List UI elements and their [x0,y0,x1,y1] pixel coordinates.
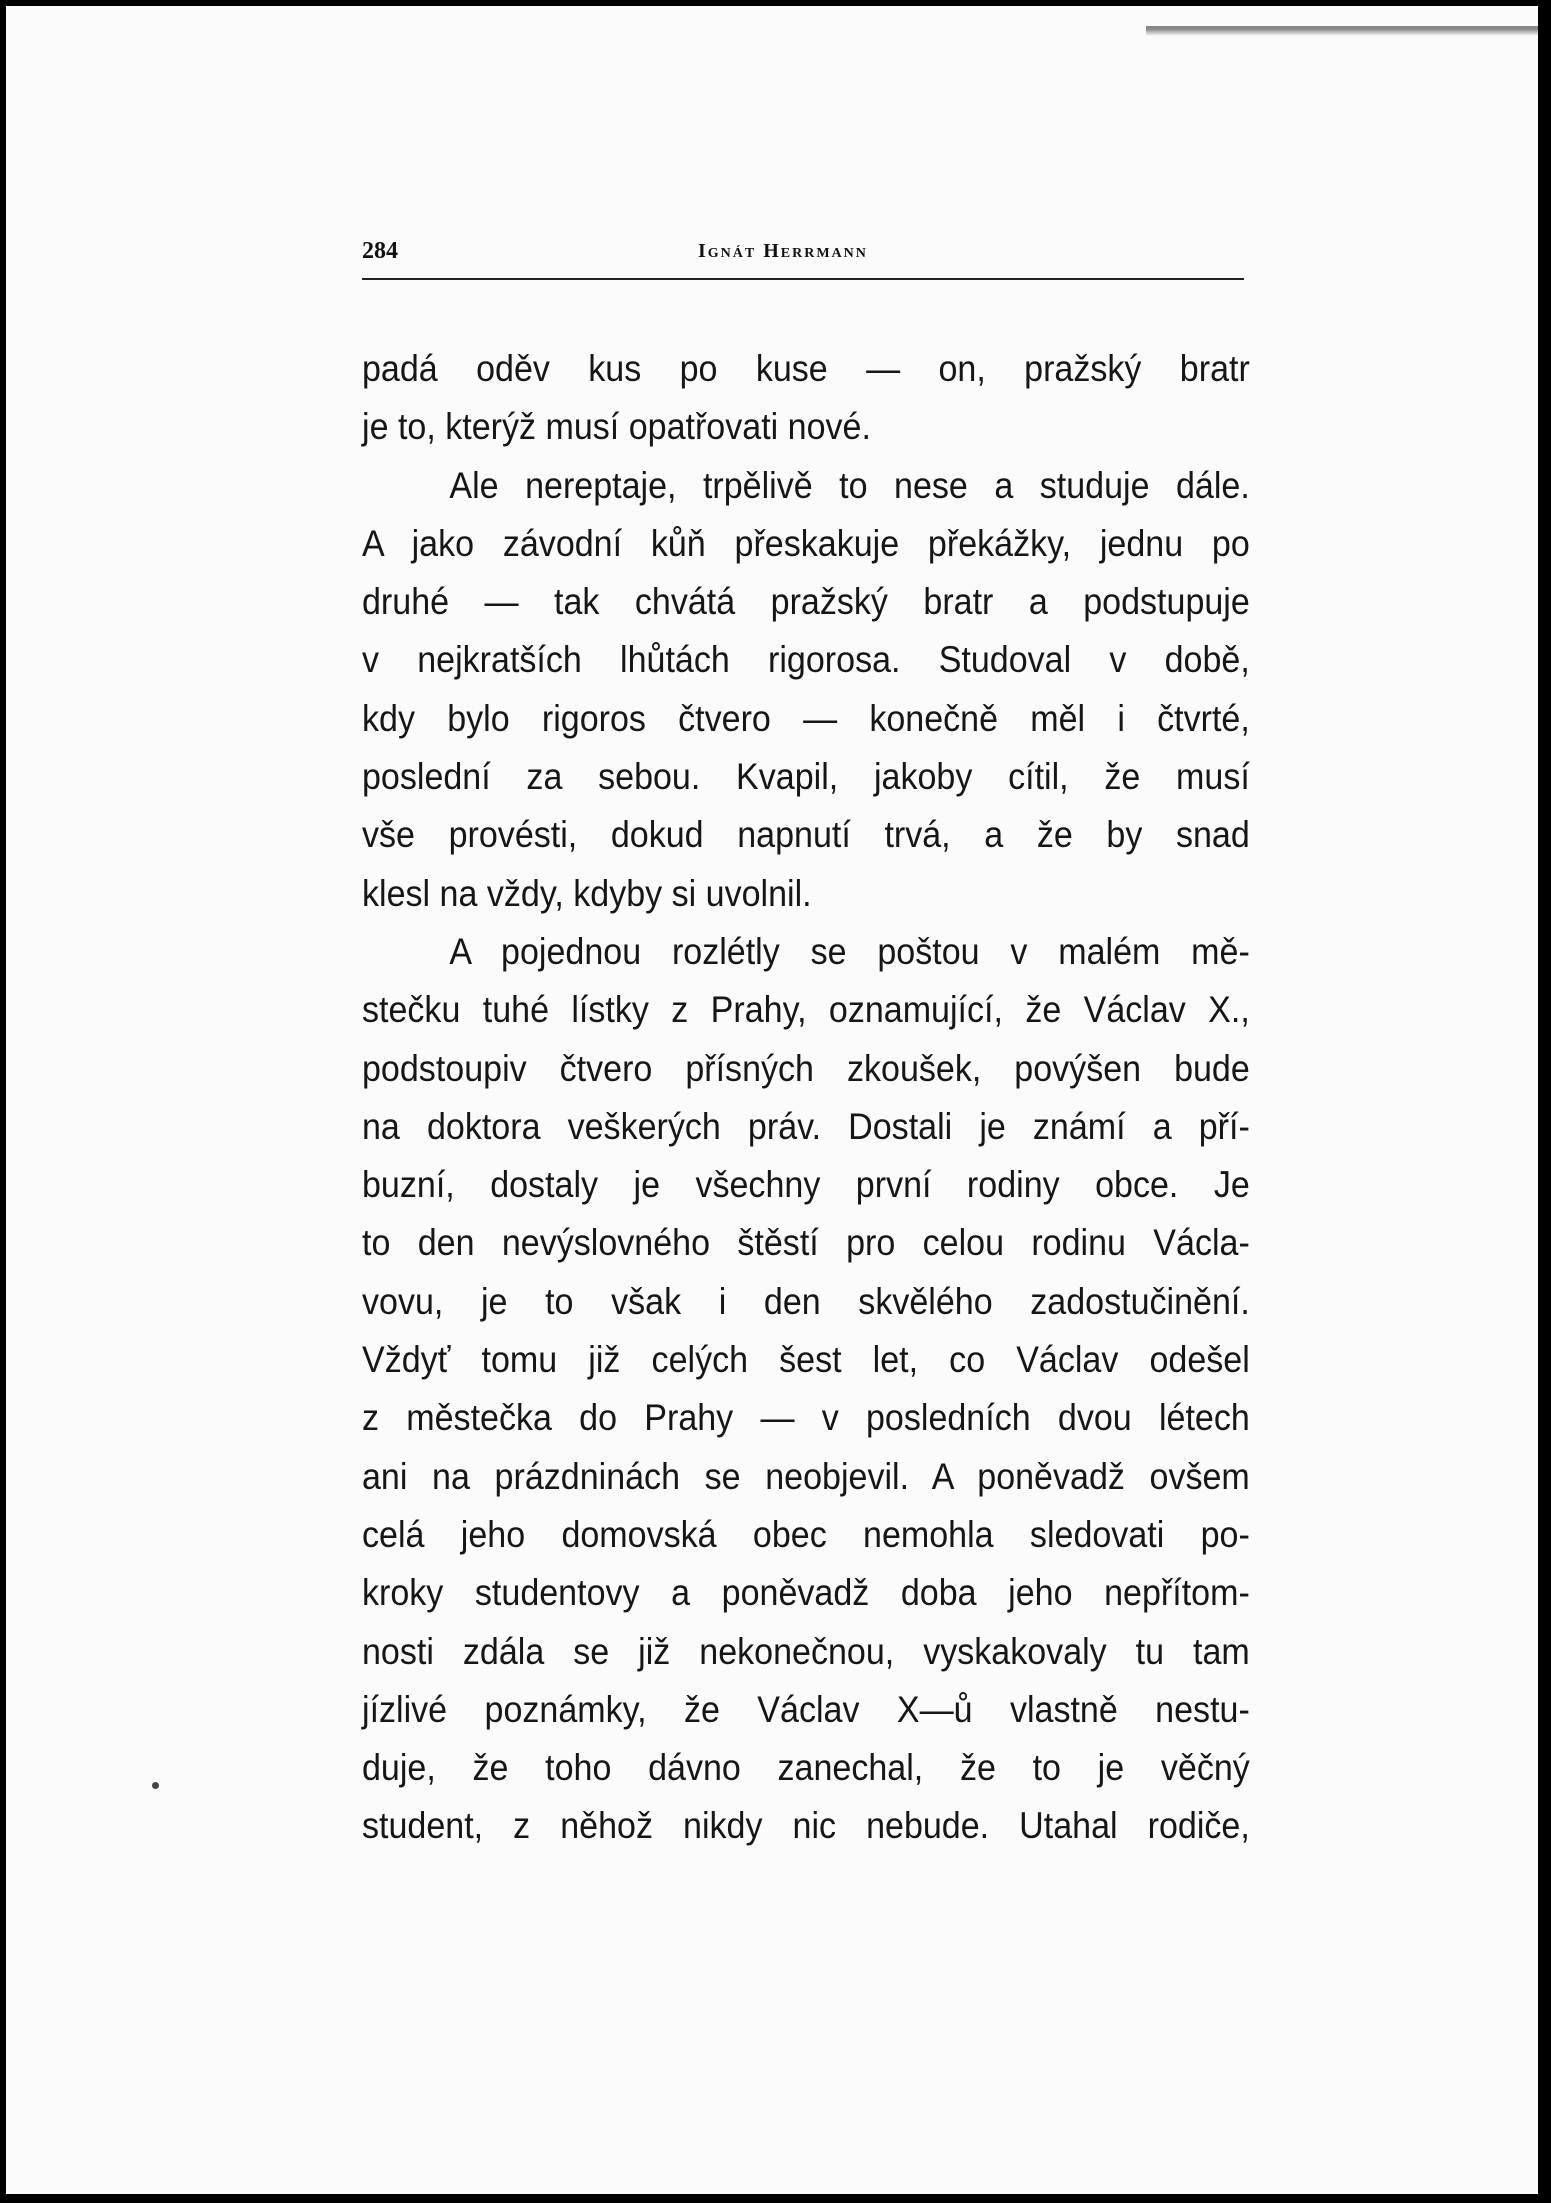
text-line: Vždyť tomu již celých šest let, co Václav odešel [362,1339,1250,1381]
page-number: 284 [362,238,398,264]
scan-edge-shadow [1146,26,1538,36]
text-line: to den nevýslovného štěstí pro celou rodinu Václa- [362,1222,1250,1264]
text-line: celá jeho domovská obec nemohla sledovati po- [362,1513,1250,1555]
book-page [6,6,1538,2194]
page-header [362,238,1244,280]
text-line: Ale nereptaje, trpělivě to nese a studuje dále. [449,464,1250,506]
text-line: z městečka do Prahy — v posledních dvou létech [362,1397,1250,1439]
body-text [362,340,1250,1856]
text-line: kroky studentovy a poněvadž doba jeho nepřítom- [362,1572,1250,1614]
text-line: na doktora veškerých práv. Dostali je známí a pří- [362,1105,1250,1147]
text-line: student, z něhož nikdy nic nebude. Utahal rodiče, [362,1805,1250,1847]
text-line: kdy bylo rigoros čtvero — konečně měl i čtvrté, [362,697,1250,739]
text-line: ani na prázdninách se neobjevil. A poněvadž ovšem [362,1455,1250,1497]
text-line: A jako závodní kůň přeskakuje překážky, jednu po [362,522,1250,564]
text-line: je to, kterýž musí opatřovati nové. [362,406,871,448]
text-line: v nejkratších lhůtách rigorosa. Studoval v době, [362,639,1250,681]
running-head: Ignát Herrmann [698,240,868,262]
ink-speck [152,1782,159,1789]
text-line: stečku tuhé lístky z Prahy, oznamující, že Václav X., [362,989,1250,1031]
text-line: vše provésti, dokud napnutí trvá, a že by snad [362,814,1250,856]
text-line: poslední za sebou. Kvapil, jakoby cítil, že musí [362,756,1250,798]
text-line: A pojednou rozlétly se poštou v malém mě- [449,930,1250,972]
text-line: duje, že toho dávno zanechal, že to je věčný [362,1747,1250,1789]
text-line: nosti zdála se již nekonečnou, vyskakovaly tu tam [362,1630,1250,1672]
text-line: buzní, dostaly je všechny první rodiny obce. Je [362,1164,1250,1206]
text-line: vovu, je to však i den skvělého zadostučinění. [362,1280,1250,1322]
text-line: padá oděv kus po kuse — on, pražský bratr [362,348,1250,389]
text-line: druhé — tak chvátá pražský bratr a podstupuje [362,581,1250,623]
text-line: jízlivé poznámky, že Václav X—ů vlastně nestu- [362,1688,1250,1730]
text-line: podstoupiv čtvero přísných zkoušek, povýšen bude [362,1047,1250,1089]
text-line: klesl na vždy, kdyby si uvolnil. [362,872,812,914]
